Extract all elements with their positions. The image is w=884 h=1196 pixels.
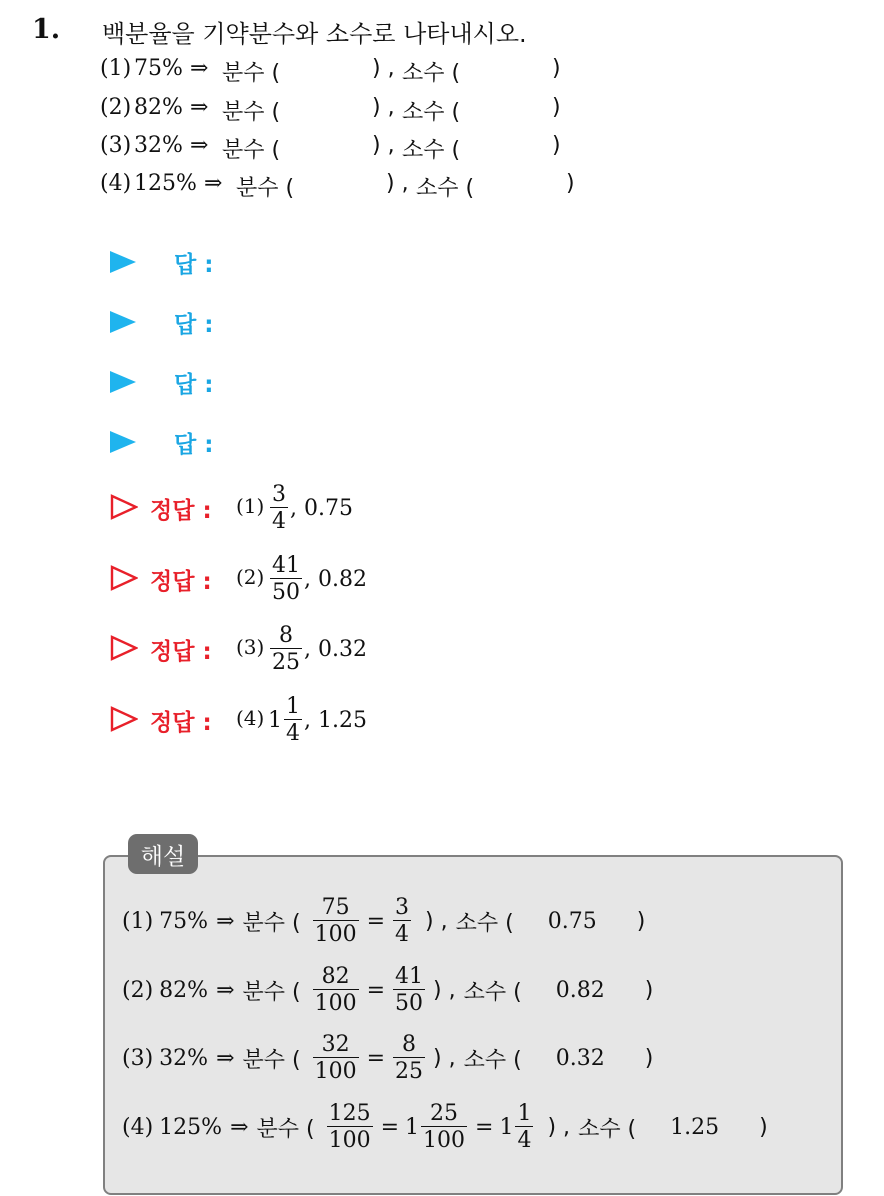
- decimal-value: , 0.75: [290, 495, 353, 521]
- question-number: 1.: [32, 14, 61, 45]
- fraction-word: 분수 (: [242, 979, 301, 1005]
- arrow-symbol: ⇒: [190, 133, 209, 158]
- fraction-word: 분수 (: [236, 176, 295, 201]
- decimal-value: , 1.25: [304, 707, 367, 733]
- solution-label: 정답 :: [150, 569, 212, 595]
- row-percent: 82%: [159, 977, 209, 1003]
- play-triangle-icon: [110, 371, 136, 393]
- fraction-word: 분수 (: [222, 61, 281, 86]
- play-triangle-icon: [110, 431, 136, 453]
- fraction-word: 분수 (: [242, 910, 301, 936]
- whole-part: 1: [268, 707, 282, 733]
- solution-number: (3): [236, 635, 265, 659]
- close-comma: ) ,: [372, 95, 395, 120]
- solution-label: 정답 :: [150, 498, 212, 524]
- arrow-symbol: ⇒: [190, 95, 209, 120]
- denominator: 4: [517, 1128, 532, 1153]
- outline-triangle-icon: [110, 635, 138, 661]
- explanation-row-4: [122, 1097, 822, 1157]
- decimal-word: 소수 (: [402, 138, 461, 163]
- decimal-word: 소수 (: [455, 910, 514, 936]
- row-label: (4): [122, 1114, 154, 1140]
- solution-number: (1): [236, 494, 265, 518]
- answer-row-2: [110, 306, 310, 340]
- decimal-value: 0.32: [555, 1045, 605, 1071]
- close-paren: ): [552, 95, 561, 120]
- close-comma: ) ,: [372, 133, 395, 158]
- denominator: 100: [423, 1128, 466, 1153]
- equals-sign: =: [366, 977, 386, 1003]
- fraction: [391, 896, 413, 946]
- close-comma: ) ,: [386, 171, 409, 196]
- decimal-value: 0.75: [547, 908, 597, 934]
- numerator: 75: [321, 894, 350, 920]
- numerator: 8: [279, 622, 293, 648]
- close-comma: ) ,: [433, 1045, 456, 1071]
- row-label: (2): [122, 977, 154, 1003]
- whole-part: 1: [405, 1114, 420, 1140]
- arrow-symbol: ⇒: [216, 1045, 235, 1071]
- question-item-3: [100, 133, 580, 165]
- item-percent: 125%: [134, 171, 197, 196]
- denominator: 4: [272, 509, 286, 534]
- solution-label: 정답 :: [150, 639, 212, 665]
- numerator: 3: [272, 481, 286, 507]
- denominator: 4: [286, 721, 300, 746]
- row-percent: 32%: [159, 1045, 209, 1071]
- arrow-symbol: ⇒: [216, 977, 235, 1003]
- answer-label: 답 :: [174, 252, 214, 278]
- solution-row-3: [110, 619, 470, 679]
- explanation-row-3: [122, 1028, 722, 1088]
- arrow-symbol: ⇒: [230, 1114, 249, 1140]
- numerator: 1: [286, 693, 300, 719]
- numerator: 125: [328, 1100, 371, 1126]
- item-percent: 82%: [134, 95, 183, 120]
- outline-triangle-icon: [110, 565, 138, 591]
- whole-part: 1: [499, 1114, 514, 1140]
- close-comma: ) ,: [425, 908, 448, 934]
- close-paren: ): [644, 977, 654, 1003]
- solution-label: 정답 :: [150, 710, 212, 736]
- item-label: (1): [100, 56, 132, 81]
- solution-row-1: [110, 478, 470, 538]
- fraction: [268, 483, 290, 533]
- fraction: [419, 1102, 469, 1152]
- decimal-word: 소수 (: [402, 61, 461, 86]
- solution-value: [268, 690, 367, 750]
- denominator: 50: [395, 991, 424, 1016]
- arrow-symbol: ⇒: [190, 56, 209, 81]
- denominator: 100: [314, 1059, 357, 1084]
- arrow-symbol: ⇒: [216, 908, 235, 934]
- close-paren: ): [644, 1045, 654, 1071]
- play-triangle-icon: [110, 311, 136, 333]
- question-item-1: [100, 56, 580, 88]
- fraction: [282, 695, 304, 745]
- solution-value: [268, 478, 353, 538]
- decimal-word: 소수 (: [402, 100, 461, 125]
- decimal-word: 소수 (: [463, 979, 522, 1005]
- close-comma: ) ,: [372, 56, 395, 81]
- fraction-word: 분수 (: [256, 1116, 315, 1142]
- outline-triangle-icon: [110, 494, 138, 520]
- solution-number: (2): [236, 565, 265, 589]
- fraction: [268, 624, 304, 674]
- explanation-row-2: [122, 960, 722, 1020]
- question-item-2: [100, 95, 580, 127]
- fraction-word: 분수 (: [222, 138, 281, 163]
- row-percent: 75%: [159, 908, 209, 934]
- numerator: 1: [517, 1100, 532, 1126]
- solution-row-4: [110, 690, 470, 750]
- question-item-4: [100, 171, 600, 203]
- solution-number: (4): [236, 706, 265, 730]
- decimal-value: 0.82: [555, 977, 605, 1003]
- numerator: 25: [430, 1100, 459, 1126]
- answer-row-1: [110, 246, 310, 280]
- row-label: (3): [122, 1045, 154, 1071]
- denominator: 50: [272, 580, 300, 605]
- denominator: 100: [314, 922, 357, 947]
- fraction: [391, 1033, 427, 1083]
- decimal-word: 소수 (: [416, 176, 475, 201]
- fraction: [268, 554, 304, 604]
- decimal-value: , 0.32: [304, 636, 367, 662]
- answer-label: 답 :: [174, 312, 214, 338]
- numerator: 82: [321, 963, 350, 989]
- equals-sign: =: [366, 908, 386, 934]
- close-paren: ): [759, 1114, 768, 1140]
- numerator: 41: [272, 552, 300, 578]
- play-triangle-icon: [110, 251, 136, 273]
- fraction: [513, 1102, 535, 1152]
- item-label: (3): [100, 133, 132, 158]
- answer-label: 답 :: [174, 432, 214, 458]
- close-paren: ): [552, 56, 561, 81]
- item-percent: 75%: [134, 56, 183, 81]
- numerator: 41: [395, 963, 424, 989]
- row-percent: 125%: [159, 1114, 223, 1140]
- fraction: [311, 896, 361, 946]
- equals-sign: =: [475, 1114, 494, 1140]
- denominator: 25: [395, 1059, 424, 1084]
- answer-row-4: [110, 426, 310, 460]
- close-paren: ): [566, 171, 575, 196]
- decimal-word: 소수 (: [463, 1047, 522, 1073]
- fraction-word: 분수 (: [242, 1047, 301, 1073]
- row-label: (1): [122, 908, 154, 934]
- decimal-value: 1.25: [670, 1114, 720, 1140]
- answer-label: 답 :: [174, 372, 214, 398]
- answer-row-3: [110, 366, 310, 400]
- solution-row-2: [110, 549, 470, 609]
- explanation-row-1: [122, 891, 722, 951]
- numerator: 32: [321, 1031, 350, 1057]
- item-label: (2): [100, 95, 132, 120]
- fraction-word: 분수 (: [222, 100, 281, 125]
- fraction: [311, 1033, 361, 1083]
- close-paren: ): [552, 133, 561, 158]
- fraction: [391, 965, 427, 1015]
- equals-sign: =: [366, 1045, 386, 1071]
- close-comma: ) ,: [433, 977, 456, 1003]
- close-comma: ) ,: [547, 1114, 571, 1140]
- equals-sign: =: [380, 1114, 400, 1140]
- decimal-value: , 0.82: [304, 566, 367, 592]
- question-text: 백분율을 기약분수와 소수로 나타내시오.: [102, 20, 527, 48]
- denominator: 4: [395, 922, 410, 947]
- decimal-word: 소수 (: [578, 1116, 637, 1142]
- denominator: 25: [272, 650, 300, 675]
- item-percent: 32%: [134, 133, 183, 158]
- denominator: 100: [314, 991, 357, 1016]
- explanation-tag: 해설: [128, 834, 198, 874]
- outline-triangle-icon: [110, 706, 138, 732]
- close-paren: ): [636, 908, 646, 934]
- solution-value: [268, 619, 367, 679]
- solution-value: [268, 549, 367, 609]
- item-label: (4): [100, 171, 132, 196]
- denominator: 100: [328, 1128, 371, 1153]
- fraction: [325, 1102, 375, 1152]
- fraction: [311, 965, 361, 1015]
- numerator: 8: [402, 1031, 417, 1057]
- numerator: 3: [395, 894, 410, 920]
- arrow-symbol: ⇒: [204, 171, 223, 196]
